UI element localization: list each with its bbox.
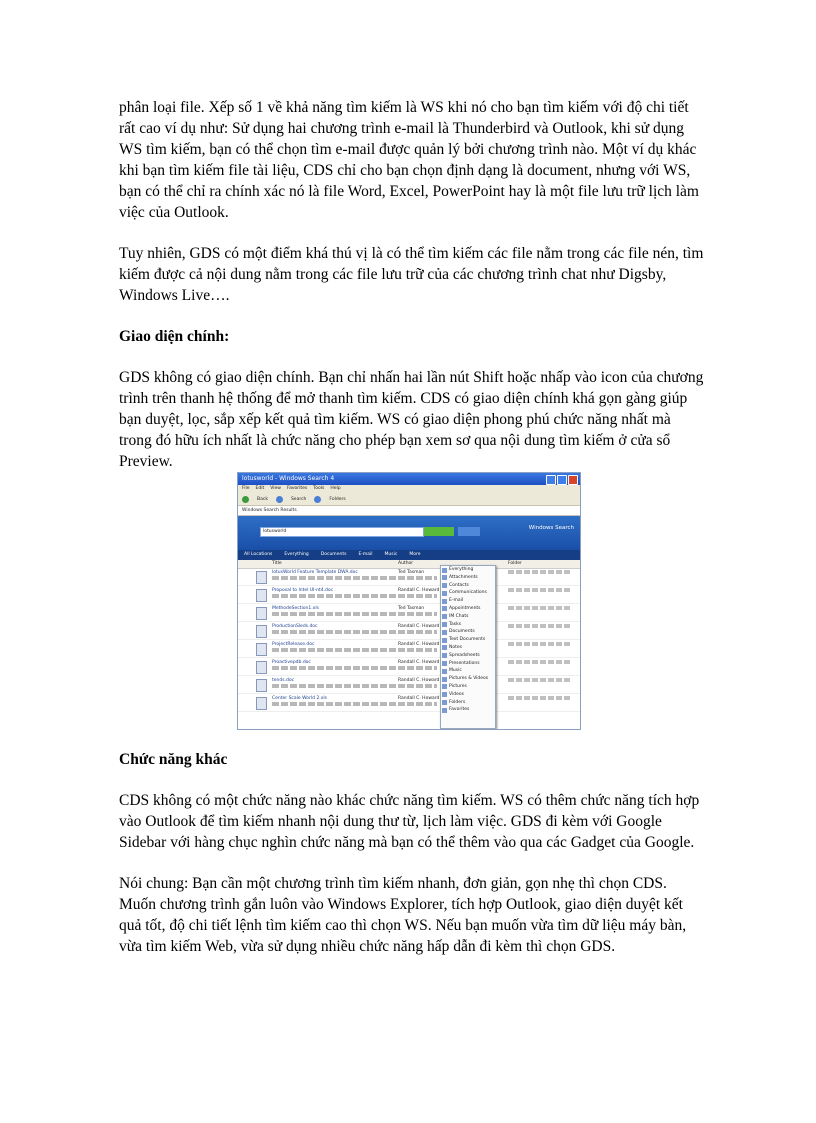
heading-main-interface: Giao diện chính: <box>119 328 230 345</box>
paragraph-2: Tuy nhiên, GDS có một điểm khá thú vị là có thể tìm kiếm các file nằm trong các file nén, tìm kiếm được cả nội dung nằm trong các file lưu trữ của các chương trình chat như Digsby, Windows Live…. <box>119 245 704 304</box>
paragraph-1: phân loại file. Xếp số 1 về khả năng tìm kiếm là WS khi nó cho bạn tìm kiếm với độ chi tiết rất cao ví dụ như: Sử dụng hai chương trình e-mail là Thunderbird và Outlook, khi sử dụng WS tìm kiếm, bạn có thể chọn tìm e-mail được quản lý bởi chương trình nào. Một ví dụ khác khi bạn tìm kiếm file tài liệu, CDS chỉ cho bạn chọn định dạng là document, nhưng với WS, bạn có thể chỉ ra chính xác nó là file Word, Excel, PowerPoint hay là một file lưu trữ lịch làm việc của Outlook. <box>119 99 699 221</box>
result-row: Center Scale World 2.xls Randall C. Howard <box>238 694 580 712</box>
search-go-button <box>424 527 454 536</box>
document-body-lower <box>119 749 704 957</box>
col-title: Title <box>272 561 282 566</box>
document-icon <box>256 625 267 638</box>
result-row: ProjectRelease.doc Randall C. Howard <box>238 640 580 658</box>
menu-help: Help <box>330 486 341 491</box>
maximize-icon <box>557 475 567 485</box>
paragraph-5: Nói chung: Bạn cần một chương trình tìm kiếm nhanh, đơn giản, gọn nhẹ thì chọn CDS. Muốn chương trình gắn luôn vào Windows Explorer, tích hợp Outlook, giao diện duyệt kết quả tốt, độ chi tiết lệnh tìm kiếm cao thì chọn WS. Nếu bạn muốn vừa tìm dữ liệu máy bàn, vừa tìm kiếm Web, vừa sử dụng nhiều chức năng hấp dẫn đi kèm thì chọn GDS. <box>119 875 687 955</box>
dropdown-item: Appointments <box>441 605 495 613</box>
dropdown-item: Tasks <box>441 621 495 629</box>
document-icon <box>256 607 267 620</box>
dropdown-item: Pictures & Videos <box>441 675 495 683</box>
result-row: lotusWorld Feature Template DWA.doc Ted Tasman <box>238 568 580 586</box>
dropdown-item: Attachments <box>441 574 495 582</box>
brand-label: Windows Search <box>528 525 574 531</box>
folders-label: Folders <box>329 496 346 502</box>
menu-file: File <box>242 486 250 491</box>
search-query: lotusworld <box>260 527 424 537</box>
dropdown-item: Communications <box>441 589 495 597</box>
back-label: Back <box>257 496 268 502</box>
dropdown-item: Documents <box>441 628 495 636</box>
results-list <box>238 568 580 712</box>
window-titlebar <box>238 473 580 485</box>
dropdown-item: Favorites <box>441 706 495 714</box>
dropdown-item: Pictures <box>441 683 495 691</box>
toolbar <box>238 493 580 506</box>
window-title: lotusworld - Windows Search 4 <box>242 475 335 482</box>
col-author: Author <box>398 561 414 566</box>
dropdown-item: E-mail <box>441 597 495 605</box>
result-row: MethodeSection1.xls Ted Tasman <box>238 604 580 622</box>
search-icon <box>276 496 283 503</box>
folder-icon <box>314 496 321 503</box>
back-icon <box>242 496 249 503</box>
menu-favorites: Favorites <box>286 486 308 491</box>
filter-music: Music <box>384 552 398 557</box>
search-band <box>238 516 580 550</box>
dropdown-item: Presentations <box>441 660 495 668</box>
filter-dropdown-menu <box>440 565 496 729</box>
menu-view: View <box>270 486 281 491</box>
paragraph-3: GDS không có giao diện chính. Bạn chỉ nhấn hai lần nút Shift hoặc nhấp vào icon của chương trình trên thanh hệ thống để mở thanh tìm kiếm. CDS có giao diện chính khá gọn gàng giúp bạn duyệt, lọc, sắp xếp kết quả tìm kiếm. WS có giao diện phong phú chức năng nhất mà trong đó hữu ích nhất là chức năng cho phép bạn xem sơ qua nội dung tìm kiếm ở cửa sổ Preview. <box>119 369 704 470</box>
menu-edit: Edit <box>255 486 265 491</box>
dropdown-item: Contacts <box>441 582 495 590</box>
search-label: Search <box>290 496 307 502</box>
result-row: tends.doc Randall C. Howard <box>238 676 580 694</box>
document-icon <box>256 571 267 584</box>
result-row: Proactivepdb.doc Randall C. Howard <box>238 658 580 676</box>
filter-email: E-mail <box>358 552 373 557</box>
filter-more: More <box>409 552 421 557</box>
dropdown-item: Folders <box>441 699 495 707</box>
menu-tools: Tools <box>313 486 325 491</box>
dropdown-item: Videos <box>441 691 495 699</box>
dropdown-item: Spreadsheets <box>441 652 495 660</box>
menu-bar <box>238 485 580 493</box>
result-row: ProductionSleds.doc Randall C. Howard <box>238 622 580 640</box>
filter-bar <box>238 550 580 560</box>
filter-documents: Documents <box>320 552 347 557</box>
document-icon <box>256 679 267 692</box>
paragraph-4: CDS không có một chức năng nào khác chức năng tìm kiếm. WS có thêm chức năng tích hợp vào Outlook để tìm kiếm nhanh nội dung thư từ, lịch làm việc. GDS đi kèm với Google Sidebar với hàng chục nghìn chức năng mà bạn có thể thêm vào qua các Gadget của Google. <box>119 792 700 851</box>
dropdown-item: IM Chats <box>441 613 495 621</box>
document-icon <box>256 697 267 710</box>
windows-search-screenshot <box>237 472 581 730</box>
filter-everything: Everything <box>284 552 309 557</box>
address-bar: Windows Search Results <box>238 506 580 516</box>
minimize-icon <box>546 475 556 485</box>
heading-other-features: Chức năng khác <box>119 751 228 768</box>
document-body <box>119 97 704 472</box>
document-icon <box>256 643 267 656</box>
dropdown-item: Notes <box>441 644 495 652</box>
close-icon <box>568 475 578 485</box>
col-folder: Folder <box>508 561 522 566</box>
search-web-button <box>458 527 480 536</box>
dropdown-item: Everything <box>441 566 495 574</box>
result-row: Proposal to Intel UI-nt4.doc Randall C. Howard <box>238 586 580 604</box>
dropdown-item: Music <box>441 667 495 675</box>
document-icon <box>256 661 267 674</box>
document-icon <box>256 589 267 602</box>
dropdown-item: Text Documents <box>441 636 495 644</box>
filter-all-locations: All Locations <box>244 552 273 557</box>
